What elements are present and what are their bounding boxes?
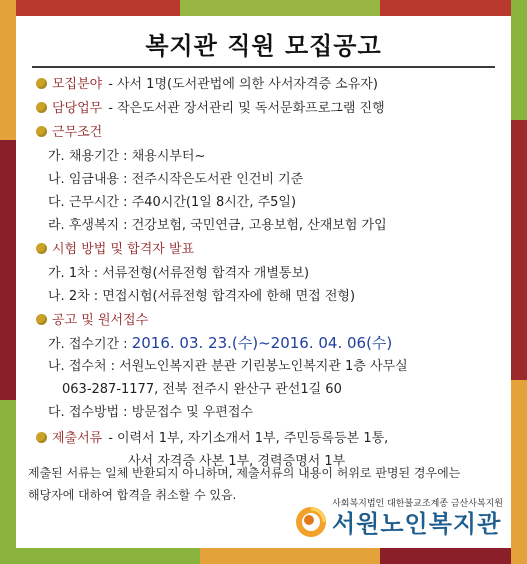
section-head-conditions: 근무조건 xyxy=(52,125,103,140)
section-application xyxy=(36,312,148,330)
border-left-top xyxy=(0,0,16,140)
footer-line1: 제출된 서류는 일체 반환되지 아니하며, 제출서류의 내용이 허위로 판명된 경우에는 xyxy=(28,466,461,480)
section-conditions xyxy=(36,124,102,142)
org-logo xyxy=(294,504,501,539)
section-documents: 제출서류 - 이력서 1부, 자기소개서 1부, 주민등록등본 1통, xyxy=(36,430,388,448)
footer-line2: 해당자에 대하여 합격을 취소할 수 있음. xyxy=(28,488,237,502)
notice-panel xyxy=(16,16,511,548)
bullet-icon xyxy=(36,102,47,113)
application-period xyxy=(48,334,392,354)
border-bottom-left xyxy=(0,548,200,564)
border-right-bottom xyxy=(511,380,527,564)
section-selection xyxy=(36,241,194,259)
org-name: 서원노인복지관 xyxy=(332,510,502,538)
border-right-top xyxy=(511,0,527,120)
title-divider xyxy=(32,66,495,68)
documents-line2: 사서 자격증 사본 1부, 경력증명서 1부 xyxy=(128,454,346,469)
border-bottom-middle xyxy=(200,548,380,564)
section-recruit: 모집분야 - 사서 1명(도서관법에 의한 사서자격증 소유자) xyxy=(36,76,378,94)
border-right-middle xyxy=(511,120,527,380)
list-item: 라. 후생복지 : 건강보험, 국민연금, 고용보험, 산재보험 가입 xyxy=(48,218,387,233)
border-left-middle xyxy=(0,140,16,400)
border-bottom-right xyxy=(380,548,527,564)
bullet-icon xyxy=(36,78,47,89)
bullet-icon xyxy=(36,314,47,325)
period-value: 2016. 03. 23.(수)~2016. 04. 06(수) xyxy=(131,334,393,352)
bullet-icon xyxy=(36,243,47,254)
application-contact: 063-287-1177, 전북 전주시 완산구 관선1길 60 xyxy=(62,382,342,397)
period-label: 가. 접수기간 : xyxy=(48,337,132,352)
bullet-icon xyxy=(36,126,47,137)
list-item: 가. 채용기간 : 채용시부터~ xyxy=(48,149,206,164)
section-head-selection: 시험 방법 및 합격자 발표 xyxy=(52,242,195,257)
section-head-duty: 담당업무 xyxy=(52,101,103,116)
border-top-middle xyxy=(180,0,380,16)
section-duty: 담당업무 - 작은도서관 장서관리 및 독서문화프로그램 진행 xyxy=(36,100,385,118)
border-left-bottom xyxy=(0,400,16,564)
border-top-left xyxy=(0,0,180,16)
list-item: 다. 근무시간 : 주40시간(1일 8시간, 주5일) xyxy=(48,195,297,210)
border-top-right xyxy=(380,0,527,16)
orange-swirl-logo-icon xyxy=(294,505,328,539)
list-item: 나. 접수처 : 서원노인복지관 분관 기린봉노인복지관 1층 사무실 xyxy=(48,359,408,374)
list-item: 나. 2차 : 면접시험(서류전형 합격자에 한해 면접 전형) xyxy=(48,289,356,304)
list-item: 가. 1차 : 서류전형(서류전형 합격자 개별통보) xyxy=(48,266,310,281)
list-item: 다. 접수방법 : 방문접수 및 우편접수 xyxy=(48,405,253,420)
org-parent-name: 사회복지법인 대한불교조계종 금산사복지원 xyxy=(332,499,503,509)
section-head-documents: 제출서류 xyxy=(52,431,103,446)
list-item: 나. 임금내용 : 전주시작은도서관 인건비 기준 xyxy=(48,172,304,187)
recruit-text: 사서 1명(도서관법에 의한 사서자격증 소유자) xyxy=(116,77,378,92)
section-head-recruit: 모집분야 xyxy=(52,77,103,92)
section-head-application: 공고 및 원서접수 xyxy=(52,313,149,328)
page-title: 복지관 직원 모집공고 xyxy=(145,32,382,60)
bullet-icon xyxy=(36,432,47,443)
documents-line1: 이력서 1부, 자기소개서 1부, 주민등록등본 1통, xyxy=(116,431,389,446)
duty-text: 작은도서관 장서관리 및 독서문화프로그램 진행 xyxy=(116,101,385,116)
